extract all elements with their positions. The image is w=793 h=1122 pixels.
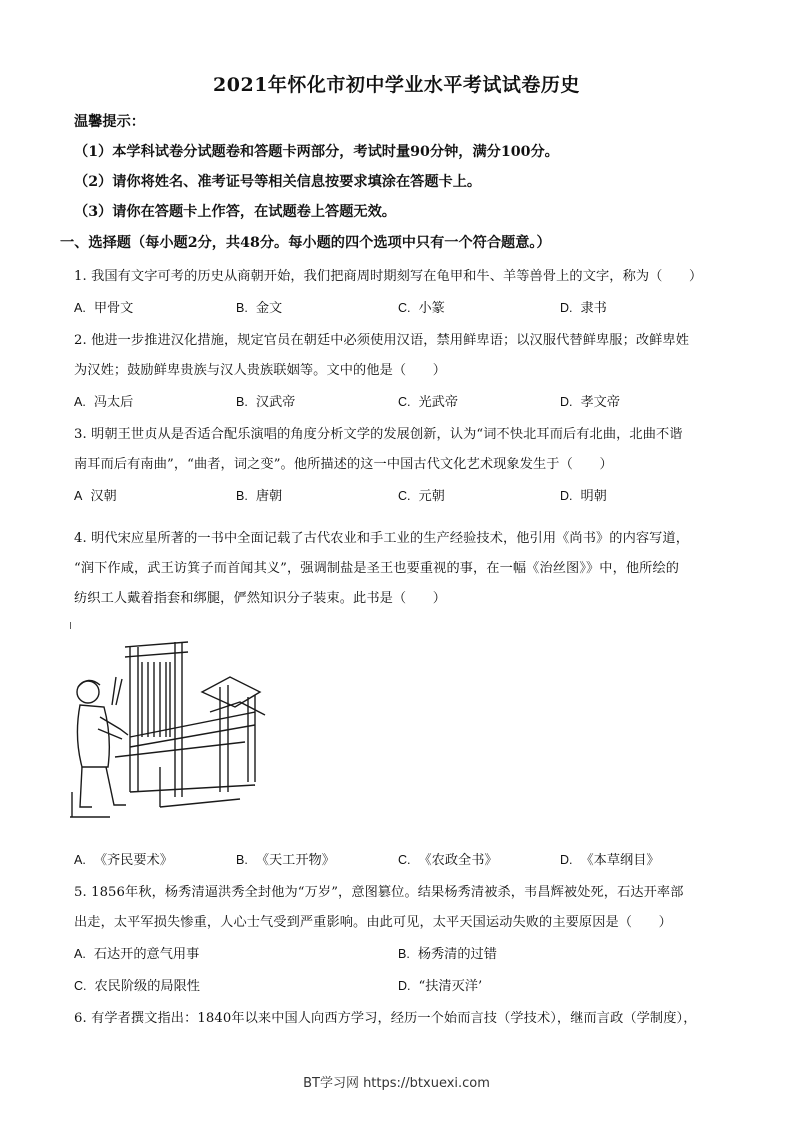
question-1-text: 1. 我国有文字可考的历史从商朝开始，我们把商周时期刻写在龟甲和牛、羊等兽骨上的文字，称为（ ） [74, 269, 703, 284]
option-a[interactable]: A. 石达开的意气用事 [74, 947, 200, 962]
option-c[interactable]: C. 农民阶级的局限性 [74, 979, 200, 994]
question-4-text: 4. 明代宋应星所著的一书中全面记载了古代农业和手工业的生产经验技术，他引用《尚书》的内容写道， [74, 531, 690, 546]
option-c[interactable]: C. 小篆 [398, 301, 445, 316]
option-b[interactable]: B. 金文 [236, 301, 283, 316]
question-4-text: 纺织工人戴着指套和绑腿，俨然知识分子装束。此书是（ ） [74, 591, 447, 606]
option-a[interactable]: A. 《齐民要术》 [74, 853, 173, 868]
option-d[interactable]: D. 隶书 [560, 301, 607, 316]
option-a[interactable]: A. 冯太后 [74, 395, 134, 410]
question-4-options [74, 849, 734, 867]
section-heading: 一、选择题（每小题2分，共48分。每小题的四个选项中只有一个符合题意。） [60, 235, 551, 251]
notice-item: （3）请你在答题卡上作答，在试题卷上答题无效。 [74, 204, 396, 220]
footer-watermark[interactable]: BT学习网 https://btxuexi.com [303, 1076, 490, 1091]
option-b[interactable]: B. 汉武帝 [236, 395, 296, 410]
question-2-text: 2. 他进一步推进汉化措施，规定官员在朝廷中必须使用汉语，禁用鲜卑语；以汉服代替鲜卑服；改鲜卑姓 [74, 333, 690, 348]
option-a[interactable]: A. 甲骨文 [74, 301, 134, 316]
question-4-text: “润下作咸，武王访箕子而首闻其义”，强调制盐是圣王也要重视的事，在一幅《治丝图》》中，他所绘的 [74, 561, 680, 576]
notice-item: （2）请你将姓名、准考证号等相关信息按要求填涂在答题卡上。 [74, 174, 482, 190]
question-5-options [74, 943, 734, 961]
question-5-text: 5. 1856年秋，杨秀清逼洪秀全封他为“万岁”，意图篡位。结果杨秀清被杀，韦昌辉被处死，石达开率部 [74, 885, 684, 900]
question-5-options [74, 975, 734, 993]
question-3-text: 3. 明朝王世贞从是否适合配乐演唱的角度分析文学的发展创新，认为“词不快北耳而后有北曲，北曲不谐 [74, 427, 683, 442]
option-c[interactable]: C. 元朝 [398, 489, 445, 504]
question-3-text: 南耳而后有南曲”，“曲者，词之变”。他所描述的这一中国古代文化艺术现象发生于（ ） [74, 457, 613, 472]
notice-heading: 温馨提示： [74, 114, 145, 130]
option-d[interactable]: D. 孝文帝 [560, 395, 621, 410]
question-1-options [74, 297, 734, 315]
question-2-options [74, 391, 734, 409]
question-5-text: 出走，太平军损失惨重，人心士气受到严重影响。由此可见，太平天国运动失败的主要原因是（ ） [74, 915, 672, 930]
option-a[interactable]: A 汉朝 [74, 489, 117, 504]
option-b[interactable]: B. 《天工开物》 [236, 853, 335, 868]
option-b[interactable]: B. 杨秀清的过错 [398, 947, 497, 962]
option-b[interactable]: B. 唐朝 [236, 489, 283, 504]
notice-item: （1）本学科试卷分试题卷和答题卡两部分，考试时量90分钟，满分100分。 [74, 144, 559, 160]
option-d[interactable]: D. 《本草纲目》 [560, 853, 660, 868]
option-d[interactable]: D. “扶清灭洋’ [398, 979, 483, 994]
question-3-options [74, 485, 734, 503]
page-title: 2021年怀化市初中学业水平考试试卷历史 [213, 74, 580, 96]
question-2-text: 为汉姓；鼓励鲜卑贵族与汉人贵族联姻等。文中的他是（ ） [74, 363, 447, 378]
option-d[interactable]: D. 明朝 [560, 489, 607, 504]
question-6-text: 6. 有学者撰文指出：1840年以来中国人向西方学习，经历一个始而言技（学技术），继而言政（学制度）， [74, 1011, 697, 1026]
option-c[interactable]: C. 《农政全书》 [398, 853, 498, 868]
option-c[interactable]: C. 光武帝 [398, 395, 459, 410]
silk-weaving-illustration [70, 617, 270, 832]
